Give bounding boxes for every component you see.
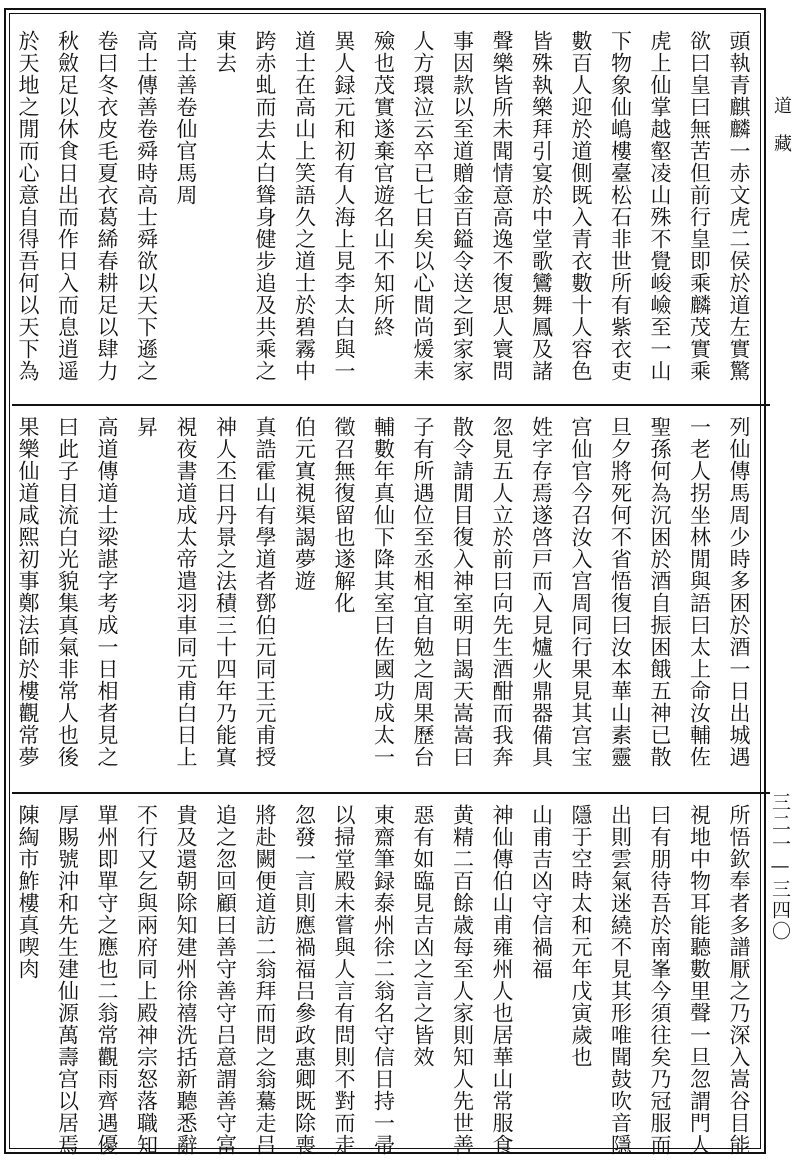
page-number: 三二一—三四〇 (769, 792, 791, 942)
text-column: 徵召無復留也遂解化 (332, 416, 356, 614)
text-column: 果樂仙道咸熙初事鄭法師於樓觀常夢 (16, 416, 40, 768)
text-column: 跨赤虬而去太白聳身健步追及共乘之 (253, 30, 277, 382)
text-column: 神仙傳伯山甫雍州人也居華山常服食 (490, 804, 514, 1156)
text-column: 將赴闕便道訪二翁拜而問之翁驀走吕 (253, 804, 277, 1156)
text-column: 追之忽回顧曰善守善守吕意謂善守富 (213, 804, 238, 1156)
text-column: 宫仙官今召汝入宫周同行果見其宫宝 (569, 416, 593, 768)
text-column: 貴及還朝除知建州徐禧洗括新聽悉辭 (174, 804, 198, 1156)
text-column: 輔數年真仙下降其室曰佐國功成太一 (371, 416, 396, 768)
text-column: 一老人拐坐林閒與語曰太上命汝輔佐 (687, 416, 712, 768)
text-column: 昇 (134, 416, 159, 438)
text-column: 出則雲氣迷繞不見其形唯聞鼓吹音隱 (608, 804, 633, 1156)
panel-divider (12, 792, 770, 794)
text-column: 列仙傳馬周少時多困於酒一日出城遇 (727, 416, 751, 768)
text-column: 姓字存焉遂啓戸而入見爐火鼎器備具 (529, 416, 554, 768)
text-column: 殮也茂實遂棄官遊名山不知所終 (371, 30, 396, 338)
text-column: 厚賜號沖和先生建仙源萬壽宫以居焉 (55, 804, 80, 1156)
section-heading: 高士善卷仙官馬周 (174, 30, 198, 206)
text-column: 真誥霍山有學道者鄧伯元同王元甫授 (253, 416, 277, 768)
text-column: 欲曰皇曰無苦但前行皇即乘麟茂實乘 (687, 30, 712, 382)
text-column: 數百人迎於道側既入青衣數十人容色 (569, 30, 593, 382)
text-column: 忽發一言則應禍福吕參政惠卿既除喪 (292, 804, 317, 1156)
text-column: 黄精二百餘歳每至人家則知人先世善 (450, 804, 475, 1156)
text-panel-bottom (12, 796, 768, 1160)
text-panel-top (12, 22, 768, 402)
text-column: 卷曰冬衣皮毛夏衣葛絺春耕足以肆力 (95, 30, 119, 382)
column-group (12, 796, 768, 1160)
text-column: 異人録元和初有人海上見李太白與一 (332, 30, 356, 382)
text-column: 曰有朋待吾於南峯今須往矣乃冠服而 (648, 804, 672, 1156)
text-column: 隱于空時太和元年戊寅歲也 (569, 804, 593, 1068)
text-panel-middle (12, 408, 768, 790)
text-column: 東齋筆録泰州徐二翁名守信日持一帚 (371, 804, 396, 1156)
text-column: 惡有如臨見吉凶之言之皆效 (411, 804, 435, 1068)
text-column: 子有所遇位至丞相宜自勉之周果歷台 (411, 416, 435, 768)
section-heading: 山甫吉凶守信禍福 (529, 804, 554, 980)
text-column: 道士在高山上笑語久之道士於碧霧中 (292, 30, 317, 382)
text-column: 視地中物耳能聽數里聲一旦忽謂門人 (687, 804, 712, 1156)
text-column: 秋斂足以休食日出而作日入而息逍遥 (55, 30, 80, 382)
column-group (12, 408, 768, 790)
text-column (0, 416, 8, 790)
text-column: 皆殊執樂拜引宴於中堂歌鸞舞鳳及諸 (529, 30, 554, 382)
margin-strip (766, 0, 800, 1158)
text-column (0, 804, 8, 1160)
text-column: 忽見五人立於前曰向先生酒酣而我奔 (490, 416, 514, 768)
text-column: 散令請閒目復入神室明日謁天嵩嵩曰 (450, 416, 475, 768)
text-column: 頭執青麒麟一赤文虎二侯於道左實驚 (727, 30, 751, 382)
text-column: 視夜書道成太帝遣羽車同元甫白日上 (174, 416, 198, 768)
panel-divider (12, 404, 770, 406)
text-column: 於天地之閒而心意自得吾何以天下為 (16, 30, 40, 382)
text-column: 虎上仙掌越壑凌山殊不覺峻嶮至一山 (648, 30, 672, 382)
text-column: 人方環泣云卒已七日矣以心間尚煖耒 (411, 30, 435, 382)
section-heading: 陳綯市鮓樓真喫肉 (16, 804, 40, 980)
text-column: 高士傳善卷舜時高士舜欲以天下遜之 (134, 30, 159, 382)
page-frame (4, 8, 766, 1154)
text-column: 高道傳道士梁諶字考成一日相者見之 (95, 416, 119, 768)
text-column: 聖孫何為沉困於酒自振困餓五神已散 (648, 416, 672, 768)
section-heading: 伯元寘視渠謁夢遊 (292, 416, 317, 592)
text-column: 聲樂皆所未聞情意高逸不復思人寰問 (490, 30, 514, 382)
text-column: 神人丕日丹景之法積三十四年乃能寘 (213, 416, 238, 768)
text-column: 東去 (213, 30, 238, 74)
text-column: 以掃堂殿未嘗與人言有問則不對而走 (332, 804, 356, 1156)
text-column (0, 30, 8, 402)
text-column: 單州即單守之應也二翁常觀雨齊遇優 (95, 804, 119, 1156)
column-group (12, 22, 768, 402)
text-column: 曰此子目流白光貌集真氣非常人也後 (55, 416, 80, 768)
side-title: 道藏 (771, 96, 792, 172)
text-column: 旦夕將死何不省悟復曰汝本華山素靈 (608, 416, 633, 768)
text-column: 所悟欽奉者多譜厭之乃深入嵩谷目能 (727, 804, 751, 1156)
text-column: 下物象仙嶋樓臺松石非世所有紫衣吏 (608, 30, 633, 382)
text-column: 事因款以至道贈金百鎰令送之到家家 (450, 30, 475, 382)
text-column: 不行又乞與兩府同上殿神宗怒落職知 (134, 804, 159, 1156)
